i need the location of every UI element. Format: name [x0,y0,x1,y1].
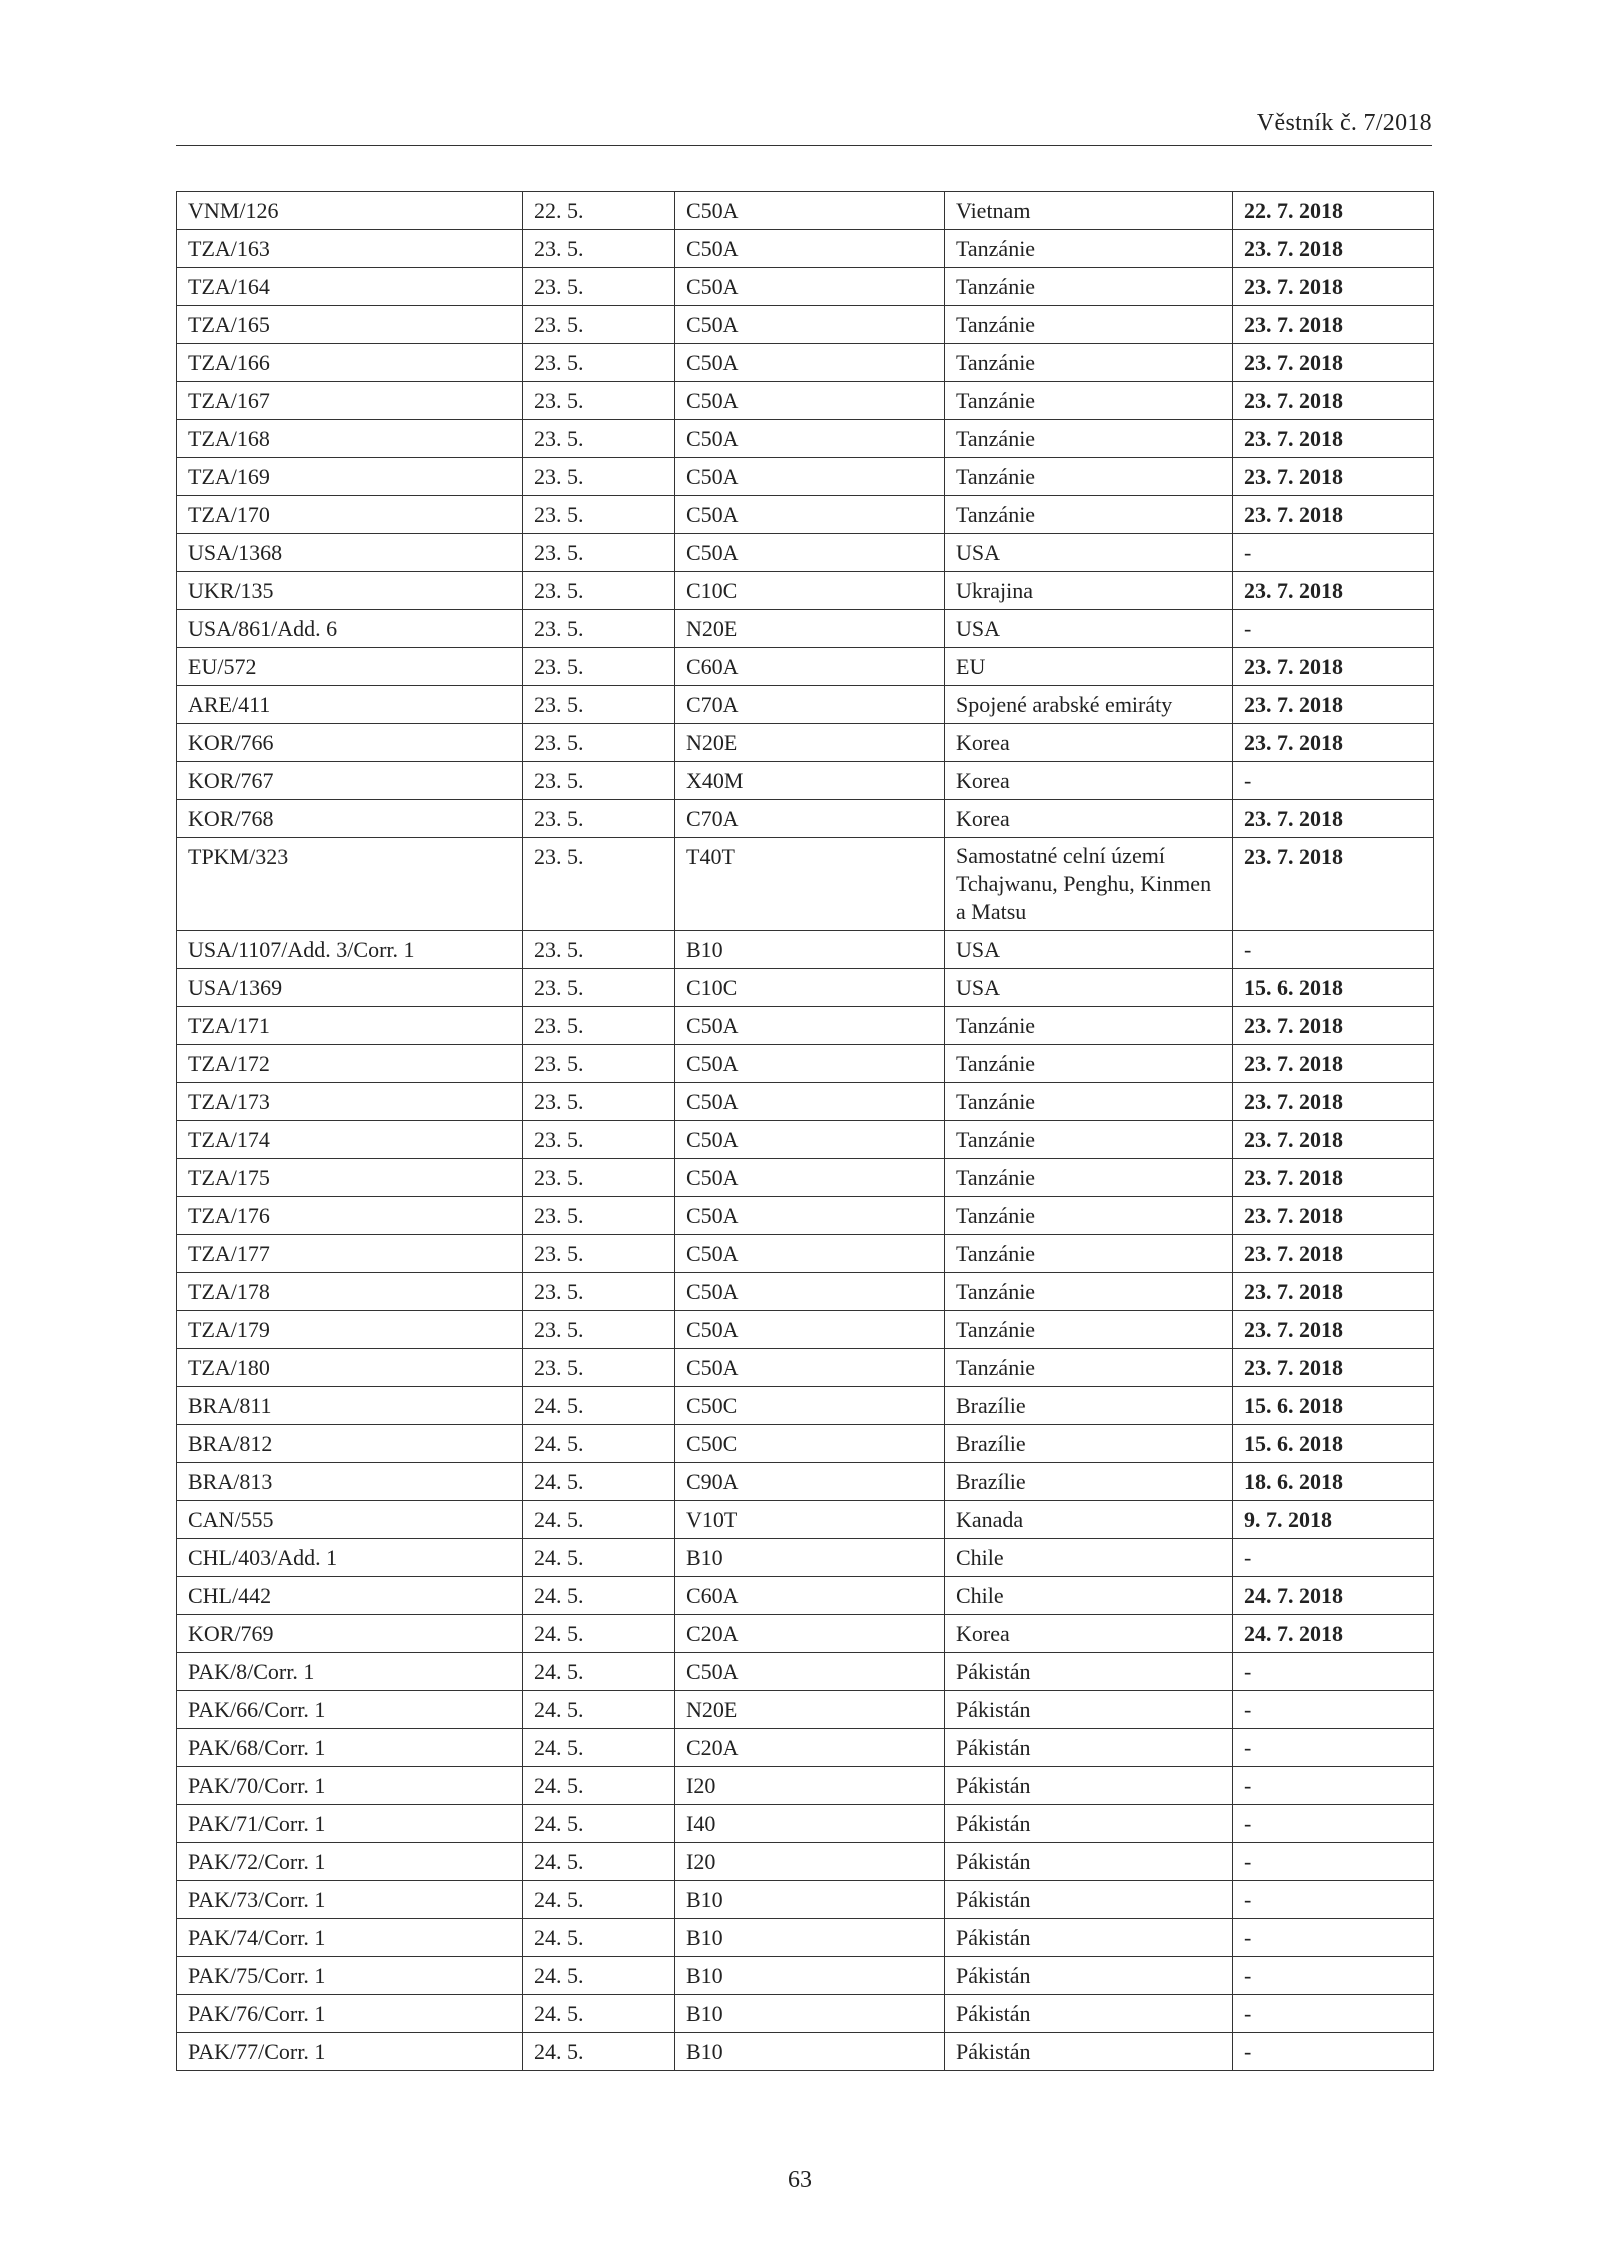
date-cell: 24. 5. [523,1843,675,1881]
date-cell: 24. 5. [523,1653,675,1691]
date-cell: 24. 5. [523,1995,675,2033]
country-cell: Pákistán [945,1805,1233,1843]
code-cell: C10C [675,969,945,1007]
table-row [177,382,1434,420]
page-header [176,110,1432,146]
country-cell: Pákistán [945,1881,1233,1919]
table-row [177,2033,1434,2071]
deadline-cell: 23. 7. 2018 [1233,1349,1434,1387]
country-cell: Tanzánie [945,458,1233,496]
deadline-cell: 23. 7. 2018 [1233,1273,1434,1311]
document-id-cell: ARE/411 [177,686,523,724]
code-cell: T40T [675,838,945,931]
deadline-cell: 23. 7. 2018 [1233,1197,1434,1235]
code-cell: C50A [675,306,945,344]
document-id-cell: TPKM/323 [177,838,523,931]
document-id-cell: PAK/76/Corr. 1 [177,1995,523,2033]
deadline-cell: 22. 7. 2018 [1233,192,1434,230]
table-row [177,572,1434,610]
table-row [177,1805,1434,1843]
document-id-cell: BRA/812 [177,1425,523,1463]
deadline-cell: 23. 7. 2018 [1233,1083,1434,1121]
deadline-cell: 23. 7. 2018 [1233,306,1434,344]
deadline-cell: 15. 6. 2018 [1233,1387,1434,1425]
country-cell: Pákistán [945,1957,1233,1995]
table-row [177,344,1434,382]
country-cell: Tanzánie [945,1083,1233,1121]
deadline-cell: - [1233,1919,1434,1957]
table-row [177,1235,1434,1273]
table-row [177,1767,1434,1805]
document-id-cell: EU/572 [177,648,523,686]
date-cell: 23. 5. [523,610,675,648]
document-id-cell: PAK/75/Corr. 1 [177,1957,523,1995]
code-cell: C50A [675,1653,945,1691]
code-cell: B10 [675,2033,945,2071]
country-cell: Pákistán [945,1767,1233,1805]
table-row [177,610,1434,648]
table-row [177,1501,1434,1539]
deadline-cell: - [1233,1729,1434,1767]
code-cell: N20E [675,1691,945,1729]
code-cell: X40M [675,762,945,800]
date-cell: 24. 5. [523,1919,675,1957]
country-cell: Tanzánie [945,1311,1233,1349]
table-row [177,1045,1434,1083]
document-id-cell: USA/1107/Add. 3/Corr. 1 [177,931,523,969]
country-cell: Chile [945,1539,1233,1577]
date-cell: 23. 5. [523,686,675,724]
deadline-cell: - [1233,1805,1434,1843]
document-id-cell: TZA/177 [177,1235,523,1273]
code-cell: C50A [675,1007,945,1045]
date-cell: 24. 5. [523,1463,675,1501]
code-cell: C50C [675,1387,945,1425]
code-cell: C50A [675,1273,945,1311]
document-id-cell: KOR/768 [177,800,523,838]
code-cell: C50A [675,1235,945,1273]
table-row [177,1995,1434,2033]
country-cell: Pákistán [945,1843,1233,1881]
deadline-cell: 23. 7. 2018 [1233,230,1434,268]
date-cell: 24. 5. [523,1691,675,1729]
deadline-cell: - [1233,610,1434,648]
table-row [177,648,1434,686]
date-cell: 23. 5. [523,420,675,458]
code-cell: I20 [675,1767,945,1805]
code-cell: C50A [675,268,945,306]
code-cell: V10T [675,1501,945,1539]
code-cell: I20 [675,1843,945,1881]
date-cell: 23. 5. [523,838,675,931]
country-cell: Tanzánie [945,420,1233,458]
table-row [177,1083,1434,1121]
table-row [177,458,1434,496]
document-id-cell: TZA/178 [177,1273,523,1311]
date-cell: 24. 5. [523,1425,675,1463]
date-cell: 24. 5. [523,1957,675,1995]
country-cell: Tanzánie [945,382,1233,420]
country-cell: Tanzánie [945,1045,1233,1083]
country-cell: USA [945,931,1233,969]
country-cell: Brazílie [945,1425,1233,1463]
document-id-cell: TZA/169 [177,458,523,496]
document-id-cell: PAK/71/Corr. 1 [177,1805,523,1843]
country-cell: Tanzánie [945,1273,1233,1311]
deadline-cell: 23. 7. 2018 [1233,344,1434,382]
country-cell: Tanzánie [945,1197,1233,1235]
deadline-cell: 23. 7. 2018 [1233,1007,1434,1045]
document-id-cell: TZA/166 [177,344,523,382]
code-cell: C50A [675,1349,945,1387]
table-row [177,1311,1434,1349]
date-cell: 24. 5. [523,1805,675,1843]
country-cell: Pákistán [945,2033,1233,2071]
code-cell: C50A [675,1159,945,1197]
code-cell: C50A [675,1083,945,1121]
deadline-cell: 18. 6. 2018 [1233,1463,1434,1501]
deadline-cell: - [1233,1767,1434,1805]
deadline-cell: 23. 7. 2018 [1233,268,1434,306]
code-cell: C50C [675,1425,945,1463]
document-id-cell: PAK/74/Corr. 1 [177,1919,523,1957]
document-id-cell: CHL/403/Add. 1 [177,1539,523,1577]
country-cell: Pákistán [945,1653,1233,1691]
table-row [177,1121,1434,1159]
deadline-cell: 23. 7. 2018 [1233,1159,1434,1197]
country-cell: Tanzánie [945,344,1233,382]
date-cell: 23. 5. [523,1121,675,1159]
document-id-cell: TZA/171 [177,1007,523,1045]
table-row [177,534,1434,572]
code-cell: C50A [675,458,945,496]
document-id-cell: CAN/555 [177,1501,523,1539]
document-id-cell: PAK/72/Corr. 1 [177,1843,523,1881]
document-id-cell: KOR/769 [177,1615,523,1653]
country-cell: Tanzánie [945,1235,1233,1273]
table-row [177,1349,1434,1387]
date-cell: 23. 5. [523,534,675,572]
country-cell: Tanzánie [945,1159,1233,1197]
code-cell: C50A [675,1045,945,1083]
table-row [177,1539,1434,1577]
document-id-cell: TZA/172 [177,1045,523,1083]
date-cell: 23. 5. [523,1159,675,1197]
date-cell: 23. 5. [523,382,675,420]
deadline-cell: 15. 6. 2018 [1233,969,1434,1007]
country-cell: Tanzánie [945,230,1233,268]
deadline-cell: 23. 7. 2018 [1233,800,1434,838]
country-cell: Tanzánie [945,1121,1233,1159]
deadline-cell: - [1233,1957,1434,1995]
deadline-cell: - [1233,762,1434,800]
date-cell: 23. 5. [523,1083,675,1121]
deadline-cell: - [1233,1843,1434,1881]
document-id-cell: TZA/179 [177,1311,523,1349]
code-cell: B10 [675,1995,945,2033]
code-cell: C50A [675,496,945,534]
deadline-cell: - [1233,1653,1434,1691]
document-id-cell: BRA/813 [177,1463,523,1501]
table-row [177,800,1434,838]
notification-table [176,191,1434,2071]
document-id-cell: TZA/163 [177,230,523,268]
date-cell: 24. 5. [523,1881,675,1919]
deadline-cell: 9. 7. 2018 [1233,1501,1434,1539]
table-row [177,724,1434,762]
deadline-cell: 23. 7. 2018 [1233,1311,1434,1349]
country-cell: EU [945,648,1233,686]
date-cell: 23. 5. [523,1235,675,1273]
code-cell: C90A [675,1463,945,1501]
document-id-cell: TZA/174 [177,1121,523,1159]
code-cell: C50A [675,420,945,458]
code-cell: B10 [675,1919,945,1957]
table-row [177,306,1434,344]
code-cell: B10 [675,1539,945,1577]
deadline-cell: 23. 7. 2018 [1233,496,1434,534]
code-cell: C70A [675,800,945,838]
code-cell: C50A [675,534,945,572]
deadline-cell: - [1233,931,1434,969]
date-cell: 23. 5. [523,931,675,969]
country-cell: Ukrajina [945,572,1233,610]
country-cell: Tanzánie [945,1349,1233,1387]
table-row [177,1843,1434,1881]
deadline-cell: 23. 7. 2018 [1233,420,1434,458]
deadline-cell: 23. 7. 2018 [1233,382,1434,420]
date-cell: 23. 5. [523,762,675,800]
document-id-cell: TZA/170 [177,496,523,534]
code-cell: N20E [675,610,945,648]
country-cell: Pákistán [945,1691,1233,1729]
document-id-cell: TZA/164 [177,268,523,306]
deadline-cell: 24. 7. 2018 [1233,1615,1434,1653]
table-row [177,1691,1434,1729]
document-id-cell: CHL/442 [177,1577,523,1615]
date-cell: 23. 5. [523,458,675,496]
table-row [177,1387,1434,1425]
code-cell: C50A [675,344,945,382]
deadline-cell: 23. 7. 2018 [1233,1235,1434,1273]
code-cell: C50A [675,1121,945,1159]
document-id-cell: TZA/175 [177,1159,523,1197]
table-row [177,420,1434,458]
code-cell: N20E [675,724,945,762]
document-id-cell: PAK/8/Corr. 1 [177,1653,523,1691]
country-cell: Chile [945,1577,1233,1615]
country-cell: Brazílie [945,1387,1233,1425]
code-cell: C70A [675,686,945,724]
date-cell: 24. 5. [523,1767,675,1805]
date-cell: 23. 5. [523,648,675,686]
document-id-cell: PAK/68/Corr. 1 [177,1729,523,1767]
date-cell: 23. 5. [523,1273,675,1311]
deadline-cell: - [1233,1539,1434,1577]
page-number: 63 [788,2167,812,2193]
date-cell: 22. 5. [523,192,675,230]
date-cell: 23. 5. [523,306,675,344]
table-row [177,1273,1434,1311]
document-id-cell: TZA/165 [177,306,523,344]
country-cell: Brazílie [945,1463,1233,1501]
code-cell: C60A [675,1577,945,1615]
code-cell: B10 [675,931,945,969]
country-cell: Tanzánie [945,306,1233,344]
date-cell: 23. 5. [523,1349,675,1387]
deadline-cell: - [1233,1995,1434,2033]
country-cell: Korea [945,800,1233,838]
deadline-cell: 23. 7. 2018 [1233,838,1434,931]
table-row [177,1615,1434,1653]
table-row [177,686,1434,724]
country-cell: Tanzánie [945,496,1233,534]
date-cell: 23. 5. [523,572,675,610]
deadline-cell: 24. 7. 2018 [1233,1577,1434,1615]
table-row [177,1463,1434,1501]
code-cell: B10 [675,1881,945,1919]
table-row [177,192,1434,230]
country-cell: Korea [945,762,1233,800]
date-cell: 23. 5. [523,1311,675,1349]
deadline-cell: 23. 7. 2018 [1233,1121,1434,1159]
document-id-cell: PAK/66/Corr. 1 [177,1691,523,1729]
country-cell: Korea [945,1615,1233,1653]
code-cell: C50A [675,230,945,268]
document-id-cell: VNM/126 [177,192,523,230]
code-cell: C10C [675,572,945,610]
country-cell: Vietnam [945,192,1233,230]
code-cell: C50A [675,382,945,420]
table-row [177,1197,1434,1235]
deadline-cell: 23. 7. 2018 [1233,572,1434,610]
table-row [177,1881,1434,1919]
table-row [177,1729,1434,1767]
country-cell: Pákistán [945,1995,1233,2033]
document-id-cell: USA/1369 [177,969,523,1007]
table-row [177,1653,1434,1691]
table-row [177,1957,1434,1995]
table-row [177,838,1434,931]
date-cell: 24. 5. [523,1577,675,1615]
date-cell: 24. 5. [523,1501,675,1539]
country-cell: USA [945,969,1233,1007]
deadline-cell: - [1233,1881,1434,1919]
code-cell: C60A [675,648,945,686]
deadline-cell: 23. 7. 2018 [1233,648,1434,686]
date-cell: 23. 5. [523,724,675,762]
deadline-cell: 15. 6. 2018 [1233,1425,1434,1463]
document-id-cell: KOR/767 [177,762,523,800]
code-cell: C50A [675,1197,945,1235]
date-cell: 24. 5. [523,2033,675,2071]
code-cell: C20A [675,1729,945,1767]
table-row [177,762,1434,800]
document-id-cell: KOR/766 [177,724,523,762]
code-cell: C50A [675,192,945,230]
document-id-cell: BRA/811 [177,1387,523,1425]
table-row [177,1159,1434,1197]
code-cell: C50A [675,1311,945,1349]
deadline-cell: - [1233,534,1434,572]
code-cell: C20A [675,1615,945,1653]
table-row [177,268,1434,306]
table-row [177,230,1434,268]
table-row [177,496,1434,534]
date-cell: 24. 5. [523,1387,675,1425]
document-id-cell: TZA/180 [177,1349,523,1387]
deadline-cell: 23. 7. 2018 [1233,686,1434,724]
date-cell: 23. 5. [523,969,675,1007]
table-row [177,1425,1434,1463]
deadline-cell: 23. 7. 2018 [1233,724,1434,762]
country-cell: Samostatné celní území Tchajwanu, Penghu, Kinmen a Matsu [945,838,1233,931]
table-row [177,1919,1434,1957]
code-cell: B10 [675,1957,945,1995]
country-cell: Korea [945,724,1233,762]
date-cell: 24. 5. [523,1729,675,1767]
table-row [177,931,1434,969]
document-id-cell: USA/1368 [177,534,523,572]
date-cell: 23. 5. [523,230,675,268]
deadline-cell: - [1233,1691,1434,1729]
country-cell: Kanada [945,1501,1233,1539]
date-cell: 23. 5. [523,496,675,534]
document-id-cell: PAK/70/Corr. 1 [177,1767,523,1805]
code-cell: I40 [675,1805,945,1843]
date-cell: 23. 5. [523,344,675,382]
date-cell: 23. 5. [523,268,675,306]
document-id-cell: UKR/135 [177,572,523,610]
deadline-cell: - [1233,2033,1434,2071]
document-id-cell: TZA/167 [177,382,523,420]
date-cell: 23. 5. [523,1007,675,1045]
deadline-cell: 23. 7. 2018 [1233,1045,1434,1083]
country-cell: Pákistán [945,1729,1233,1767]
journal-title: Věstník č. 7/2018 [1256,110,1432,136]
date-cell: 23. 5. [523,1197,675,1235]
document-id-cell: TZA/176 [177,1197,523,1235]
document-id-cell: PAK/77/Corr. 1 [177,2033,523,2071]
date-cell: 24. 5. [523,1615,675,1653]
date-cell: 23. 5. [523,800,675,838]
document-id-cell: USA/861/Add. 6 [177,610,523,648]
country-cell: USA [945,610,1233,648]
document-id-cell: TZA/168 [177,420,523,458]
table-body [177,192,1434,2071]
table-row [177,1007,1434,1045]
country-cell: Tanzánie [945,1007,1233,1045]
document-id-cell: TZA/173 [177,1083,523,1121]
table-row [177,1577,1434,1615]
country-cell: Pákistán [945,1919,1233,1957]
deadline-cell: 23. 7. 2018 [1233,458,1434,496]
date-cell: 23. 5. [523,1045,675,1083]
table-row [177,969,1434,1007]
country-cell: Spojené arabské emiráty [945,686,1233,724]
date-cell: 24. 5. [523,1539,675,1577]
country-cell: Tanzánie [945,268,1233,306]
country-cell: USA [945,534,1233,572]
document-id-cell: PAK/73/Corr. 1 [177,1881,523,1919]
